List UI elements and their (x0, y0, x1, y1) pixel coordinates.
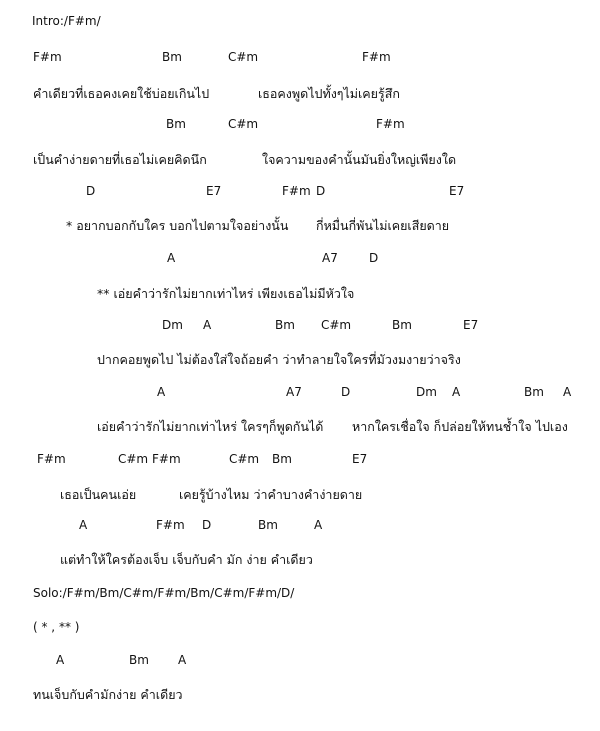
chord: A (203, 318, 212, 332)
chord-line (0, 50, 600, 66)
chord: F#m (362, 50, 391, 64)
lyric-line (0, 84, 600, 102)
lyric-phrase: กี่หมื่นกี่พันไม่เคยเสียดาย (316, 218, 450, 233)
lyric-line (0, 485, 600, 503)
chord: A (157, 385, 166, 399)
lyric-phrase: แต่ทำให้ใครต้องเจ็บ เจ็บกับคำ มัก ง่าย คำเดียว (60, 552, 313, 567)
chord-line (0, 251, 600, 267)
lyric-line (0, 417, 600, 435)
lyric-phrase: หากใครเชื่อใจ ก็ปล่อยให้ทนช้ำใจ ไปเอง (352, 419, 568, 434)
chord-line (0, 117, 600, 133)
lyric-phrase: เธอคงพูดไปทั้งๆไม่เคยรู้สึก (258, 86, 400, 101)
lyric-phrase: ใจความของคำนั้นมันยิ่งใหญ่เพียงใด (262, 152, 457, 167)
lyric-line (0, 216, 600, 234)
chord: D (369, 251, 379, 265)
chord: Bm (524, 385, 544, 399)
chord: C#m (118, 452, 149, 466)
chord: C#m (229, 452, 260, 466)
chord: F#m (282, 184, 311, 198)
chord: A (167, 251, 176, 265)
chord: E7 (463, 318, 479, 332)
chord: F#m (156, 518, 185, 532)
repeat-marker: ( * , ** ) (33, 620, 80, 634)
chord: Bm (392, 318, 412, 332)
lyric-phrase: คำเดียวที่เธอคงเคยใช้บ่อยเกินไป (33, 86, 210, 101)
chord: F#m (33, 50, 62, 64)
chord: Bm (258, 518, 278, 532)
chord: A (452, 385, 461, 399)
lyric-phrase: เคยรู้บ้างไหม ว่าคำบางคำง่ายดาย (179, 487, 363, 502)
lyric-phrase: เป็นคำง่ายดายที่เธอไม่เคยคิดนึก (33, 152, 207, 167)
chord: A (56, 653, 65, 667)
lyric-line (0, 550, 600, 568)
lyric-phrase: ปากคอยพูดไป ไม่ต้องใส่ใจถ้อยคำ ว่าทำลายใจใครที่มัวงมงายว่าจริง (97, 352, 461, 367)
lyric-line (0, 350, 600, 368)
chord: F#m (37, 452, 66, 466)
chord-line (0, 452, 600, 468)
chord-line (0, 318, 600, 334)
chord: E7 (352, 452, 368, 466)
chord: C#m (228, 117, 259, 131)
chord: F#m (376, 117, 405, 131)
lyric-phrase: เธอเป็นคนเอ่ย (60, 487, 137, 502)
chord: A (563, 385, 572, 399)
chord: Bm (129, 653, 149, 667)
chord: C#m (321, 318, 352, 332)
chord: Bm (166, 117, 186, 131)
chord: Bm (272, 452, 292, 466)
chord: F#m (152, 452, 181, 466)
lyric-phrase: ทนเจ็บกับคำมักง่าย คำเดียว (33, 687, 183, 702)
chord: A (314, 518, 323, 532)
chord: D (202, 518, 212, 532)
chord-line (0, 653, 600, 669)
chord: A7 (322, 251, 338, 265)
lyric-phrase: * อยากบอกกับใคร บอกไปตามใจอย่างนั้น (66, 218, 289, 233)
chord-line (0, 518, 600, 534)
lyric-phrase: เอ่ยคำว่ารักไม่ยากเท่าไหร่ ใครๆก็พูดกันได้ (97, 419, 324, 434)
chord: D (316, 184, 326, 198)
chord: A7 (286, 385, 302, 399)
lyric-line (0, 284, 600, 302)
chord: Bm (275, 318, 295, 332)
solo-line: Solo:/F#m/Bm/C#m/F#m/Bm/C#m/F#m/D/ (33, 586, 295, 600)
chord: Dm (416, 385, 437, 399)
intro-line: Intro:/F#m/ (32, 14, 101, 28)
chord-line (0, 385, 600, 401)
chord-line (0, 184, 600, 200)
lyric-line (0, 150, 600, 168)
lyric-phrase: ** เอ่ยคำว่ารักไม่ยากเท่าไหร่ เพียงเธอไม่มีหัวใจ (97, 286, 355, 301)
lyric-line (0, 685, 600, 703)
chord: E7 (449, 184, 465, 198)
chord: Bm (162, 50, 182, 64)
chord: A (178, 653, 187, 667)
chord: C#m (228, 50, 259, 64)
chord: A (79, 518, 88, 532)
chord: D (341, 385, 351, 399)
chord: D (86, 184, 96, 198)
chord: Dm (162, 318, 183, 332)
chord: E7 (206, 184, 222, 198)
